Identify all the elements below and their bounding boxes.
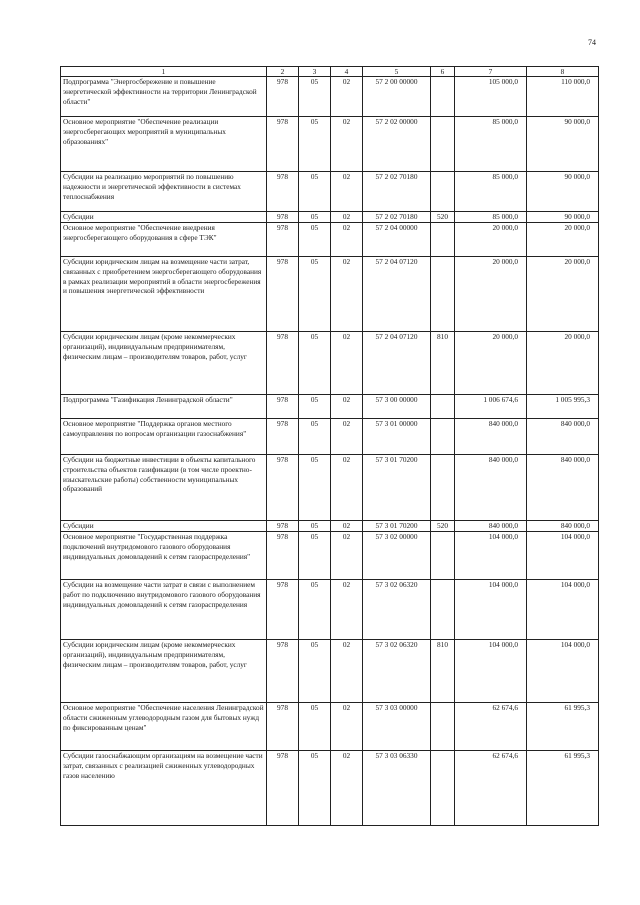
- subsection-code: 02: [331, 117, 363, 172]
- ministry-code: 978: [267, 395, 299, 419]
- target-article-code: 57 2 02 70180: [363, 172, 431, 212]
- ministry-code: 978: [267, 117, 299, 172]
- target-article-code: 57 2 04 07120: [363, 332, 431, 395]
- amount-year-1: 85 000,0: [455, 172, 527, 212]
- amount-year-2: 104 000,0: [527, 580, 599, 640]
- section-code: 05: [299, 521, 331, 532]
- ministry-code: 978: [267, 77, 299, 117]
- subsection-code: 02: [331, 223, 363, 257]
- header-cell: 4: [331, 67, 363, 77]
- subsection-code: 02: [331, 640, 363, 703]
- table-row: [61, 395, 599, 419]
- ministry-code: 978: [267, 419, 299, 455]
- header-cell: 5: [363, 67, 431, 77]
- amount-year-2: 104 000,0: [527, 532, 599, 580]
- section-code: 05: [299, 751, 331, 826]
- item-name: Субсидии юридическим лицам (кроме некоммерческих организаций), индивидуальным предпринимателям, физическим лицам – производителям товаров, работ, услуг: [61, 332, 267, 395]
- item-name: Субсидии: [61, 521, 267, 532]
- amount-year-1: 840 000,0: [455, 455, 527, 521]
- amount-year-1: 105 000,0: [455, 77, 527, 117]
- amount-year-1: 104 000,0: [455, 580, 527, 640]
- section-code: 05: [299, 640, 331, 703]
- expense-type-code: [431, 751, 455, 826]
- amount-year-2: 61 995,3: [527, 751, 599, 826]
- amount-year-2: 104 000,0: [527, 640, 599, 703]
- table-row: [61, 223, 599, 257]
- table-row: [61, 521, 599, 532]
- table-row: [61, 257, 599, 332]
- ministry-code: 978: [267, 640, 299, 703]
- amount-year-2: 20 000,0: [527, 257, 599, 332]
- table-row: [61, 212, 599, 223]
- table-row: [61, 455, 599, 521]
- amount-year-2: 110 000,0: [527, 77, 599, 117]
- expense-type-code: [431, 703, 455, 751]
- item-name: Основное мероприятие "Поддержка органов местного самоуправления по вопросам организации газоснабжения": [61, 419, 267, 455]
- subsection-code: 02: [331, 419, 363, 455]
- expense-type-code: [431, 532, 455, 580]
- page-number: 74: [588, 38, 596, 47]
- table-row: [61, 640, 599, 703]
- header-cell: 3: [299, 67, 331, 77]
- section-code: 05: [299, 172, 331, 212]
- target-article-code: 57 3 01 00000: [363, 419, 431, 455]
- section-code: 05: [299, 257, 331, 332]
- amount-year-2: 840 000,0: [527, 455, 599, 521]
- section-code: 05: [299, 419, 331, 455]
- ministry-code: 978: [267, 580, 299, 640]
- ministry-code: 978: [267, 521, 299, 532]
- amount-year-2: 90 000,0: [527, 172, 599, 212]
- amount-year-1: 20 000,0: [455, 257, 527, 332]
- header-cell: 8: [527, 67, 599, 77]
- section-code: 05: [299, 223, 331, 257]
- expense-type-code: [431, 77, 455, 117]
- section-code: 05: [299, 77, 331, 117]
- section-code: 05: [299, 703, 331, 751]
- section-code: 05: [299, 532, 331, 580]
- amount-year-2: 20 000,0: [527, 332, 599, 395]
- section-code: 05: [299, 395, 331, 419]
- subsection-code: 02: [331, 751, 363, 826]
- target-article-code: 57 2 02 70180: [363, 212, 431, 223]
- amount-year-1: 20 000,0: [455, 223, 527, 257]
- subsection-code: 02: [331, 212, 363, 223]
- target-article-code: 57 2 04 07120: [363, 257, 431, 332]
- item-name: Субсидии юридическим лицам на возмещение части затрат, связанных с приобретением энергосберегающего оборудования в рамках реализации мероприятий в области энергосбережения и повышения энергетической эффективности: [61, 257, 267, 332]
- expense-type-code: [431, 223, 455, 257]
- expense-type-code: [431, 172, 455, 212]
- amount-year-1: 20 000,0: [455, 332, 527, 395]
- amount-year-1: 840 000,0: [455, 521, 527, 532]
- table-row: [61, 419, 599, 455]
- ministry-code: 978: [267, 455, 299, 521]
- target-article-code: 57 3 00 00000: [363, 395, 431, 419]
- amount-year-2: 90 000,0: [527, 117, 599, 172]
- expense-type-code: 810: [431, 640, 455, 703]
- table-row: [61, 580, 599, 640]
- amount-year-1: 85 000,0: [455, 117, 527, 172]
- section-code: 05: [299, 117, 331, 172]
- table-row: [61, 117, 599, 172]
- item-name: Субсидии на реализацию мероприятий по повышению надежности и энергетической эффективности в системах теплоснабжения: [61, 172, 267, 212]
- ministry-code: 978: [267, 332, 299, 395]
- item-name: Основное мероприятие "Обеспечение реализации энергосберегающих мероприятий в муниципальных образованиях": [61, 117, 267, 172]
- amount-year-2: 61 995,3: [527, 703, 599, 751]
- subsection-code: 02: [331, 77, 363, 117]
- expense-type-code: [431, 257, 455, 332]
- ministry-code: 978: [267, 703, 299, 751]
- section-code: 05: [299, 455, 331, 521]
- table-row: [61, 532, 599, 580]
- target-article-code: 57 2 02 00000: [363, 117, 431, 172]
- item-name: Субсидии на бюджетные инвестиции в объекты капитального строительства объектов газификации (в том числе проектно-изыскательские работы) собственности муниципальных образований: [61, 455, 267, 521]
- ministry-code: 978: [267, 751, 299, 826]
- item-name: Субсидии: [61, 212, 267, 223]
- expense-type-code: [431, 419, 455, 455]
- item-name: Субсидии на возмещение части затрат в связи с выполнением работ по подключению внутридомового газового оборудования индивидуальных домовладений к сетям газораспределения: [61, 580, 267, 640]
- amount-year-2: 1 005 995,3: [527, 395, 599, 419]
- expense-type-code: [431, 395, 455, 419]
- amount-year-2: 20 000,0: [527, 223, 599, 257]
- amount-year-2: 840 000,0: [527, 419, 599, 455]
- target-article-code: 57 3 02 06320: [363, 580, 431, 640]
- ministry-code: 978: [267, 172, 299, 212]
- amount-year-1: 840 000,0: [455, 419, 527, 455]
- target-article-code: 57 3 03 00000: [363, 703, 431, 751]
- amount-year-1: 104 000,0: [455, 532, 527, 580]
- target-article-code: 57 3 03 06330: [363, 751, 431, 826]
- ministry-code: 978: [267, 532, 299, 580]
- subsection-code: 02: [331, 521, 363, 532]
- amount-year-1: 85 000,0: [455, 212, 527, 223]
- expense-type-code: [431, 117, 455, 172]
- header-cell: 1: [61, 67, 267, 77]
- amount-year-2: 90 000,0: [527, 212, 599, 223]
- subsection-code: 02: [331, 455, 363, 521]
- subsection-code: 02: [331, 332, 363, 395]
- table-row: [61, 172, 599, 212]
- table-row: [61, 751, 599, 826]
- table-row: [61, 77, 599, 117]
- item-name: Субсидии газоснабжающим организациям на возмещение части затрат, связанных с реализацией сжиженных углеводородных газов населению: [61, 751, 267, 826]
- target-article-code: 57 3 01 70200: [363, 521, 431, 532]
- table-row: [61, 703, 599, 751]
- subsection-code: 02: [331, 703, 363, 751]
- subsection-code: 02: [331, 257, 363, 332]
- subsection-code: 02: [331, 580, 363, 640]
- header-row: [61, 67, 599, 77]
- header-cell: 6: [431, 67, 455, 77]
- ministry-code: 978: [267, 212, 299, 223]
- item-name: Подпрограмма "Энергосбережение и повышение энергетической эффективности на территории Ленинградской области": [61, 77, 267, 117]
- table-row: [61, 332, 599, 395]
- item-name: Подпрограмма "Газификация Ленинградской области": [61, 395, 267, 419]
- expense-type-code: [431, 455, 455, 521]
- section-code: 05: [299, 580, 331, 640]
- ministry-code: 978: [267, 257, 299, 332]
- item-name: Основное мероприятие "Обеспечение внедрения энергосберегающего оборудования в сфере ТЭК": [61, 223, 267, 257]
- amount-year-1: 62 674,6: [455, 751, 527, 826]
- expense-type-code: 810: [431, 332, 455, 395]
- target-article-code: 57 2 04 00000: [363, 223, 431, 257]
- target-article-code: 57 3 02 06320: [363, 640, 431, 703]
- target-article-code: 57 2 00 00000: [363, 77, 431, 117]
- expense-type-code: 520: [431, 212, 455, 223]
- item-name: Основное мероприятие "Обеспечение населения Ленинградской области сжиженным углеводородным газом для бытовых нужд по фиксированным ценам": [61, 703, 267, 751]
- subsection-code: 02: [331, 172, 363, 212]
- amount-year-1: 104 000,0: [455, 640, 527, 703]
- header-cell: 2: [267, 67, 299, 77]
- amount-year-1: 62 674,6: [455, 703, 527, 751]
- item-name: Субсидии юридическим лицам (кроме некоммерческих организаций), индивидуальным предпринимателям, физическим лицам – производителям товаров, работ, услуг: [61, 640, 267, 703]
- budget-table: [60, 66, 599, 826]
- target-article-code: 57 3 02 00000: [363, 532, 431, 580]
- amount-year-2: 840 000,0: [527, 521, 599, 532]
- expense-type-code: [431, 580, 455, 640]
- expense-type-code: 520: [431, 521, 455, 532]
- target-article-code: 57 3 01 70200: [363, 455, 431, 521]
- ministry-code: 978: [267, 223, 299, 257]
- section-code: 05: [299, 212, 331, 223]
- amount-year-1: 1 006 674,6: [455, 395, 527, 419]
- subsection-code: 02: [331, 395, 363, 419]
- section-code: 05: [299, 332, 331, 395]
- header-cell: 7: [455, 67, 527, 77]
- subsection-code: 02: [331, 532, 363, 580]
- item-name: Основное мероприятие "Государственная поддержка подключений внутридомового газового оборудования индивидуальных домовладений к сетям газораспределения": [61, 532, 267, 580]
